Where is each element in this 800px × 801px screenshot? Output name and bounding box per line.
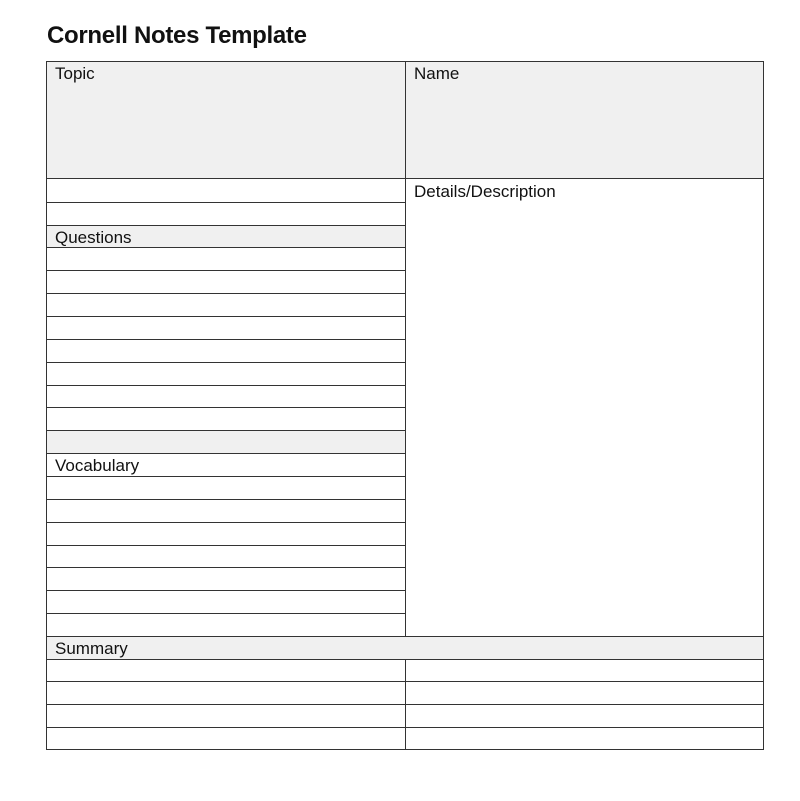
cue-line[interactable] (47, 385, 405, 386)
summary-label: Summary (55, 639, 128, 658)
cue-line[interactable] (47, 225, 405, 226)
cue-line[interactable] (47, 499, 405, 500)
cue-line[interactable] (47, 270, 405, 271)
cue-line[interactable] (47, 567, 405, 568)
summary-line[interactable] (47, 681, 763, 682)
summary-top-line (47, 636, 763, 637)
questions-label: Questions (55, 228, 132, 247)
summary-line[interactable] (47, 704, 763, 705)
cue-line[interactable] (47, 293, 405, 294)
name-label: Name (414, 64, 460, 83)
cue-line[interactable] (47, 339, 405, 340)
cue-line[interactable] (47, 316, 405, 317)
cue-line[interactable] (47, 430, 405, 431)
cue-line[interactable] (47, 362, 405, 363)
cue-line[interactable] (47, 202, 405, 203)
summary-line[interactable] (47, 659, 763, 660)
topic-label: Topic (55, 64, 95, 83)
vocabulary-label: Vocabulary (55, 456, 140, 475)
details-description-label: Details/Description (414, 182, 556, 201)
cue-line[interactable] (47, 476, 405, 477)
column-divider-upper (405, 62, 406, 636)
cue-line[interactable] (47, 522, 405, 523)
page-title: Cornell Notes Template (47, 22, 307, 49)
cue-line[interactable] (47, 407, 405, 408)
header-bottom-line (47, 178, 763, 179)
cue-line[interactable] (47, 545, 405, 546)
cue-line[interactable] (47, 613, 405, 614)
summary-line[interactable] (47, 727, 763, 728)
cue-line[interactable] (47, 590, 405, 591)
cue-line[interactable] (47, 453, 405, 454)
